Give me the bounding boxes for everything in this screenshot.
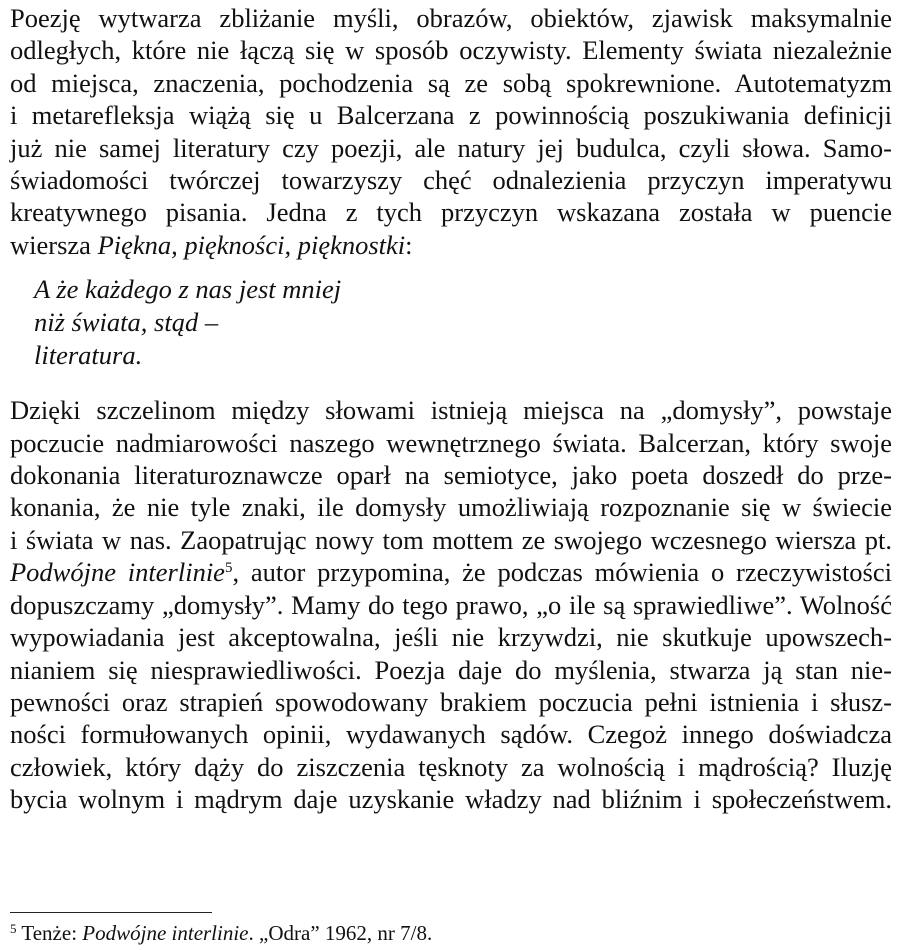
poem-title: Piękna, piękności, pięknostki [97, 229, 406, 260]
text-line: świadomości twórczej towarzyszy chęć odnalezienia przyczyn imperatywu [10, 165, 892, 196]
text-line: konania, że nie tyle znaki, ile domysły umożliwiają rozpoznanie się w świecie [10, 492, 892, 523]
text-line: kreatywnego pisania. Jedna z tych przyczyn wskazana została w puencie [10, 197, 892, 228]
verse-quote [34, 273, 892, 372]
footnote-reference[interactable]: 5 [224, 560, 233, 577]
verse-line: niż świata, stąd – [34, 307, 219, 338]
footnote-number: 5 [10, 921, 17, 936]
text-line: wypowiadania jest akceptowalna, jeśli nie krzywdzi, nie skutkuje upowszech- [10, 622, 892, 653]
text-line: poczucie nadmiarowości naszego wewnętrznego świata. Balcerzan, który swoje [10, 427, 892, 458]
text-line [10, 556, 892, 588]
footnote [10, 920, 432, 946]
text-line [10, 229, 892, 261]
text-fragment: , autor przypomina, że podczas mówienia o rzeczywistości [232, 557, 892, 588]
text-fragment: wiersza [10, 229, 98, 260]
verse-line: literatura. [34, 340, 143, 371]
text-line: bycia wolnym i mądrym daje uzyskanie władzy nad bliźnim i społeczeństwem. [10, 784, 892, 815]
text-line: odległych, które nie łączą się w sposób oczywisty. Elementy świata niezależnie [10, 35, 892, 66]
text-line: dokonania literaturoznawcze oparł na semiotyce, jako poeta doszedł do prze- [10, 460, 892, 491]
book-title: Podwójne interlinie [10, 557, 225, 588]
document-page [10, 0, 892, 816]
text-line: i świata w nas. Zaopatrując nowy tom mottem ze swojego wczesnego wiersza pt. [10, 524, 892, 555]
text-line: człowiek, który dąży do ziszczenia tęsknoty za wolnością i mądrością? Iluzję [10, 751, 892, 782]
text-line: od miejsca, znaczenia, pochodzenia są ze sobą spokrewnione. Autotematyzm [10, 67, 892, 98]
text-line: i metarefleksja wiążą się u Balcerzana z powinnością poszukiwania definicji [10, 100, 892, 131]
text-line: nianiem się niesprawiedliwości. Poezja daje do myślenia, stwarza ją stan nie- [10, 654, 892, 685]
text-line: pewności oraz strapień spowodowany brakiem poczucia pełni istnienia i słusz- [10, 686, 892, 717]
verse-line: A że każdego z nas jest mniej [34, 274, 342, 305]
text-line: dopuszczamy „domysły”. Mamy do tego prawo, „o ile są sprawiedliwe”. Wolność [10, 589, 892, 620]
text-line: ności formułowanych opinii, wydawanych sądów. Czegoż innego doświadcza [10, 719, 892, 750]
text-line: już nie samej literatury czy poezji, ale natury jej budulca, czyli słowa. Samo- [10, 132, 892, 163]
paragraph-2 [10, 394, 892, 815]
footnote-text: . „Odra” 1962, nr 7/8. [248, 921, 433, 945]
text-fragment: : [405, 229, 413, 260]
footnote-text: Tenże: [16, 921, 83, 945]
paragraph-1 [10, 2, 892, 261]
text-line: Poezję wytwarza zbliżanie myśli, obrazów, obiektów, zjawisk maksymalnie [10, 3, 892, 33]
text-line: Dzięki szczelinom między słowami istnieją miejsca na „domysły”, powstaje [10, 395, 892, 426]
footnote-divider [10, 912, 212, 913]
footnote-title: Podwójne interlinie [82, 921, 249, 945]
